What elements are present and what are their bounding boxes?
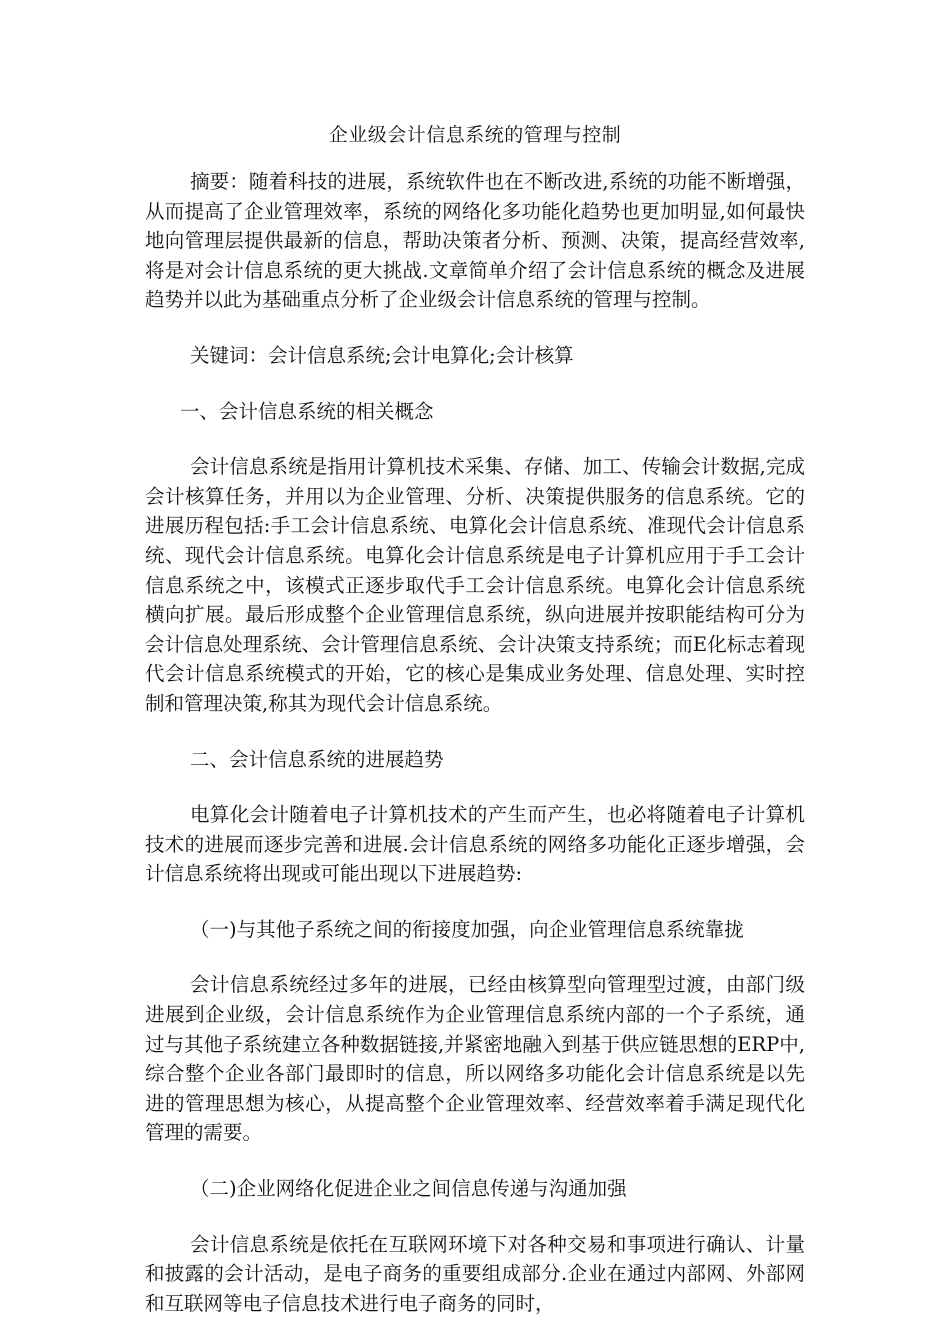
document-title: 企业级会计信息系统的管理与控制 bbox=[328, 124, 622, 146]
section-2-heading: 二、会计信息系统的进展趋势 bbox=[190, 747, 444, 771]
subsection-1-paragraph: 会计信息系统经过多年的进展，已经由核算型向管理型过渡，由部门级进展到企业级，会计信息系统作为企业管理信息系统内部的一个子系统，通过与其他子系统建立各种数据链接,并紧密地融入到基于供应链思想的ERP中,综合整个企业各部门最即时的信息，所以网络多功能化会计信息系统是以先进的管理思想为核心，从提高整个企业管理效率、经营效率着手满足现代化管理的需要。 bbox=[145, 973, 805, 1145]
subsection-2-heading: （二)企业网络化促进企业之间信息传递与沟通加强 bbox=[190, 1177, 627, 1201]
document-body bbox=[145, 119, 805, 1318]
subsection-1-heading: （一)与其他子系统之间的衔接度加强，向企业管理信息系统靠拢 bbox=[190, 917, 744, 941]
section-2-paragraph: 电算化会计随着电子计算机技术的产生而产生，也必将随着电子计算机技术的进展而逐步完善和进展.会计信息系统的网络多功能化正逐步增强，会计信息系统将出现或可能出现以下进展趋势: bbox=[145, 803, 805, 886]
subsection-2-paragraph: 会计信息系统是依托在互联网环境下对各种交易和事项进行确认、计量和披露的会计活动，是电子商务的重要组成部分.企业在通过内部网、外部网和互联网等电子信息技术进行电子商务的同时， bbox=[145, 1232, 805, 1315]
section-1-heading: 一、会计信息系统的相关概念 bbox=[180, 399, 434, 423]
section-1-paragraph: 会计信息系统是指用计算机技术采集、存储、加工、传输会计数据,完成会计核算任务，并用以为企业管理、分析、决策提供服务的信息系统。它的进展历程包括:手工会计信息系统、电算化会计信息系统、准现代会计信息系统、现代会计信息系统。电算化会计信息系统是电子计算机应用于手工会计信息系统之中，该模式正逐步取代手工会计信息系统。电算化会计信息系统横向扩展。最后形成整个企业管理信息系统，纵向进展并按职能结构可分为会计信息处理系统、会计管理信息系统、会计决策支持系统；而E化标志着现代会计信息系统模式的开始，它的核心是集成业务处理、信息处理、实时控制和管理决策,称其为现代会计信息系统。 bbox=[145, 455, 805, 715]
abstract-paragraph: 摘要：随着科技的进展，系统软件也在不断改进,系统的功能不断增强，从而提高了企业管理效率，系统的网络化多功能化趋势也更加明显,如何最快地向管理层提供最新的信息，帮助决策者分析、预测、决策，提高经营效率,将是对会计信息系统的更大挑战.文章简单介绍了会计信息系统的概念及进展趋势并以此为基础重点分析了企业级会计信息系统的管理与控制。 bbox=[145, 170, 805, 312]
keywords-paragraph: 关键词：会计信息系统;会计电算化;会计核算 bbox=[190, 343, 574, 367]
